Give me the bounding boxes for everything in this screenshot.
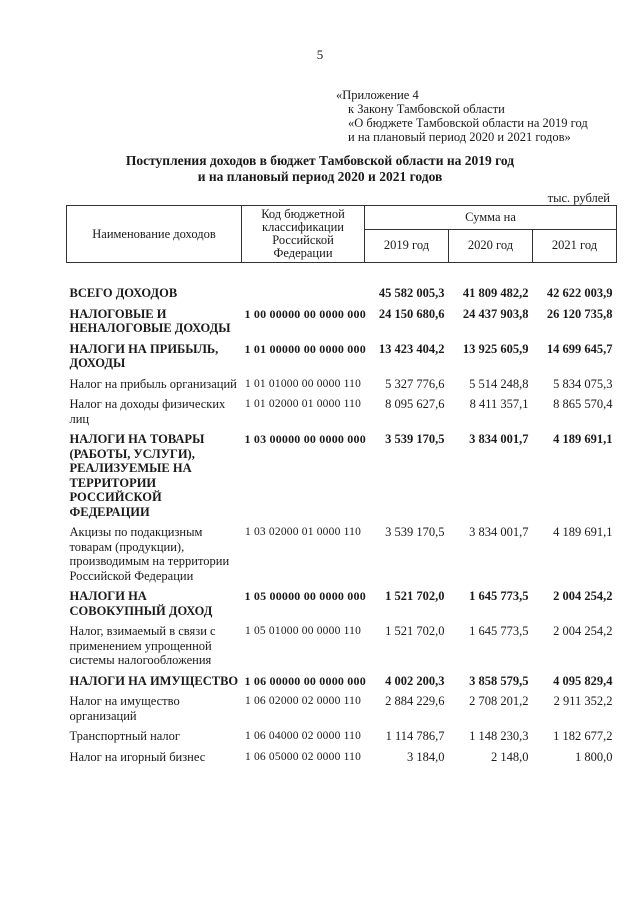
row-name: ВСЕГО ДОХОДОВ — [69, 286, 178, 300]
table-row — [67, 586, 617, 621]
row-value-2020: 1 645 773,5 — [469, 624, 529, 638]
row-code: 1 01 00000 00 0000 000 — [244, 341, 366, 356]
row-value-2020: 2 148,0 — [491, 749, 529, 764]
header-code: Код бюджетной классификации Российской Федерации — [242, 206, 365, 263]
revenue-table — [66, 205, 617, 767]
row-value-2019: 1 521 702,0 — [385, 624, 445, 638]
page-number: 5 — [316, 47, 324, 62]
row-code: 1 05 00000 00 0000 000 — [244, 589, 366, 603]
table-row — [67, 394, 617, 429]
row-value-2020: 1 645 773,5 — [469, 589, 529, 603]
row-value-2020: 8 411 357,1 — [469, 397, 529, 411]
table-row — [67, 522, 617, 586]
row-code: 1 01 01000 00 0000 110 — [244, 377, 362, 390]
row-value-2019: 3 539 170,5 — [385, 432, 445, 446]
row-value-2020: 3 858 579,5 — [469, 673, 529, 688]
row-name: Налог на имущество организаций — [69, 694, 180, 723]
row-name: НАЛОГОВЫЕ И НЕНАЛОГОВЫЕ ДОХОДЫ — [69, 306, 231, 335]
header-name: Наименование доходов — [67, 206, 242, 263]
row-name: Транспортный налог — [69, 729, 181, 743]
row-code: 1 06 04000 02 0000 110 — [244, 730, 362, 742]
row-value-2020: 13 925 605,9 — [462, 341, 529, 356]
row-name: НАЛОГИ НА ИМУЩЕСТВО — [69, 673, 239, 688]
row-code: 1 00 00000 00 0000 000 — [244, 306, 366, 321]
row-code: 1 06 05000 02 0000 110 — [244, 750, 362, 763]
units-label: тыс. рублей — [547, 191, 610, 205]
row-name: Налог, взимаемый в связи с применением упрощенной системы налогообложения — [69, 624, 216, 667]
table-row — [67, 691, 617, 726]
row-name: НАЛОГИ НА ТОВАРЫ (РАБОТЫ, УСЛУГИ), РЕАЛИЗУЕМЫЕ НА ТЕРРИТОРИИ РОССИЙСКОЙ ФЕДЕРАЦИИ — [69, 432, 205, 519]
row-value-2021: 8 865 570,4 — [553, 397, 613, 411]
row-value-2021: 4 189 691,1 — [553, 432, 613, 446]
row-value-2021: 4 189 691,1 — [553, 525, 613, 539]
row-value-2019: 2 884 229,6 — [385, 694, 445, 708]
appendix-line: и на плановый период 2020 и 2021 годов» — [348, 130, 571, 144]
row-value-2020: 5 514 248,8 — [469, 376, 529, 391]
row-name: НАЛОГИ НА СОВОКУПНЫЙ ДОХОД — [69, 589, 213, 618]
appendix-line: «О бюджете Тамбовской области на 2019 год — [348, 116, 588, 130]
row-value-2021: 1 800,0 — [575, 749, 613, 764]
table-row — [67, 621, 617, 671]
row-code: 1 05 01000 00 0000 110 — [244, 625, 362, 637]
row-value-2019: 5 327 776,6 — [385, 376, 445, 391]
row-name: Налог на прибыль организаций — [69, 376, 237, 391]
row-name: Налог на игорный бизнес — [69, 749, 206, 764]
table-row — [67, 339, 617, 374]
row-value-2021: 14 699 645,7 — [546, 341, 613, 356]
row-name: Акцизы по подакцизным товарам (продукции), производимым на территории Российской Федерации — [69, 525, 230, 583]
row-value-2019: 3 539 170,5 — [385, 525, 445, 539]
table-row — [67, 304, 617, 339]
row-value-2021: 2 004 254,2 — [553, 589, 613, 603]
table-row — [67, 429, 617, 522]
title-line: и на плановый период 2020 и 2021 годов — [197, 169, 443, 184]
row-value-2021: 1 182 677,2 — [553, 729, 613, 743]
row-value-2020: 3 834 001,7 — [469, 432, 529, 446]
row-value-2019: 8 095 627,6 — [385, 397, 445, 411]
header-year-2021: 2021 год — [533, 229, 617, 262]
row-name: НАЛОГИ НА ПРИБЫЛЬ, ДОХОДЫ — [69, 341, 219, 370]
row-code: 1 03 02000 01 0000 110 — [244, 526, 362, 538]
table-row — [67, 747, 617, 768]
header-year-2020: 2020 год — [449, 229, 533, 262]
row-value-2019: 3 184,0 — [407, 749, 445, 764]
row-code: 1 06 00000 00 0000 000 — [244, 673, 366, 688]
row-value-2019: 4 002 200,3 — [385, 673, 445, 688]
row-code: 1 01 02000 01 0000 110 — [244, 398, 362, 410]
document-title — [0, 153, 640, 185]
row-value-2021: 2 004 254,2 — [553, 624, 613, 638]
appendix-line: к Закону Тамбовской области — [348, 102, 505, 116]
row-value-2021: 4 095 829,4 — [553, 673, 613, 688]
row-value-2019: 13 423 404,2 — [378, 341, 445, 356]
row-value-2020: 24 437 903,8 — [462, 306, 529, 321]
row-name: Налог на доходы физических лиц — [69, 397, 226, 426]
appendix-reference — [336, 88, 588, 144]
row-value-2019: 1 521 702,0 — [385, 589, 445, 603]
row-value-2019: 1 114 786,7 — [385, 729, 445, 743]
header-year-2019: 2019 год — [365, 229, 449, 262]
row-value-2019: 45 582 005,3 — [378, 286, 445, 300]
row-code: 1 03 00000 00 0000 000 — [244, 432, 366, 446]
row-value-2021: 26 120 735,8 — [546, 306, 613, 321]
title-line: Поступления доходов в бюджет Тамбовской области на 2019 год — [125, 153, 515, 168]
row-value-2021: 5 834 075,3 — [553, 376, 613, 391]
table-row — [67, 283, 617, 304]
row-value-2020: 2 708 201,2 — [469, 694, 529, 708]
row-value-2019: 24 150 680,6 — [378, 306, 445, 321]
row-value-2020: 41 809 482,2 — [462, 286, 529, 300]
row-code: 1 06 02000 02 0000 110 — [244, 695, 362, 707]
row-value-2020: 3 834 001,7 — [469, 525, 529, 539]
row-value-2020: 1 148 230,3 — [469, 729, 529, 743]
header-sum: Сумма на — [365, 206, 617, 230]
row-value-2021: 42 622 003,9 — [546, 286, 613, 300]
row-code — [242, 283, 365, 304]
table-row — [67, 726, 617, 747]
row-value-2021: 2 911 352,2 — [553, 694, 613, 708]
table-row — [67, 374, 617, 395]
table-row — [67, 671, 617, 692]
appendix-line: «Приложение 4 — [336, 88, 419, 102]
